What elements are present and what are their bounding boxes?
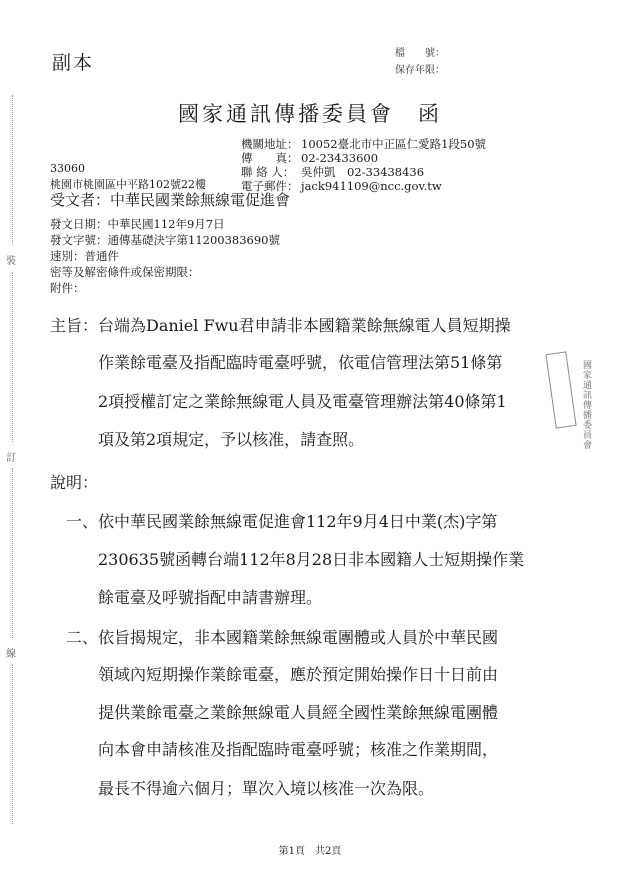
email-label: 電子郵件： xyxy=(241,179,299,193)
fax-label: 傳 真： xyxy=(241,151,299,165)
official-seal-stamp xyxy=(545,351,577,429)
subject-line: 主旨：台端為Daniel Fwu君申請非本國籍業餘無線電人員短期操 xyxy=(50,316,511,335)
binding-mark-middle: 訂 xyxy=(6,453,16,464)
subject-line: 作業餘電臺及指配臨時電臺呼號，依電信管理法第51條第 xyxy=(98,353,503,372)
address-label: 機關地址： xyxy=(241,137,299,151)
recipient: 受文者：中華民國業餘無線電促進會 xyxy=(50,191,291,209)
explanation-item-2-line: 領域內短期操作業餘電臺，應於預定開始操作日十日前由 xyxy=(98,665,499,684)
binding-mark-bottom: 線 xyxy=(6,649,16,660)
explanation-item-2-line: 二、依旨揭規定，非本國籍業餘無線電團體或人員於中華民國 xyxy=(66,628,499,647)
email-value: jack941109@ncc.gov.tw xyxy=(301,179,442,193)
issue-date: 發文日期：中華民國112年9月7日 xyxy=(50,217,225,231)
binding-dotted-line xyxy=(12,95,13,245)
official-seal-text: 國家通訊傳播委員會 xyxy=(581,360,591,450)
binding-dotted-line xyxy=(12,272,13,442)
subject-line: 2項授權訂定之業餘無線電人員及電臺管理辦法第40條第1 xyxy=(98,392,507,411)
person-value: 吳仲凱 02-33438436 xyxy=(301,165,425,179)
copy-mark: 副本 xyxy=(52,52,95,74)
person-label: 聯 絡 人： xyxy=(241,165,295,179)
binding-mark-top: 裝 xyxy=(6,256,16,267)
attachment: 附件： xyxy=(50,281,85,295)
delivery-speed: 速別：普通件 xyxy=(50,249,119,263)
secrecy-level: 密等及解密條件或保密期限： xyxy=(50,265,200,279)
retention-label: 保存年限： xyxy=(395,65,445,76)
explanation-item-2-line: 最長不得逾六個月；單次入境以核准一次為限。 xyxy=(98,779,435,798)
recipient-street: 桃園市桃園區中平路102號22樓 xyxy=(50,178,206,191)
explanation-item-2-line: 提供業餘電臺之業餘無線電人員經全國性業餘無線電團體 xyxy=(98,703,499,722)
explanation-item-1-line: 餘電臺及呼號指配申請書辦理。 xyxy=(98,588,323,607)
explanation-item-1-line: 230635號函轉台端112年8月28日非本國籍人士短期操作業 xyxy=(98,550,525,569)
explanation-item-2-line: 向本會申請核准及指配臨時電臺呼號；核准之作業期間， xyxy=(98,740,499,759)
explanation-item-1-line: 一、依中華民國業餘無線電促進會112年9月4日中業(杰)字第 xyxy=(66,512,498,531)
binding-dotted-line xyxy=(12,468,13,638)
fax-value: 02-23433600 xyxy=(301,151,379,165)
file-number-label: 檔 號： xyxy=(395,48,445,59)
subject-line: 項及第2項規定，予以核准，請查照。 xyxy=(98,430,365,449)
binding-dotted-line xyxy=(12,664,13,824)
recipient-postal-code: 33060 xyxy=(50,162,85,175)
issue-number: 發文字號：通傳基礎決字第11200383690號 xyxy=(50,233,280,247)
address-value: 10052臺北市中正區仁愛路1段50號 xyxy=(301,137,487,151)
explanation-label: 說明： xyxy=(50,473,99,492)
document-title: 國家通訊傳播委員會 函 xyxy=(178,102,442,126)
page-number: 第1頁 共2頁 xyxy=(278,846,342,857)
